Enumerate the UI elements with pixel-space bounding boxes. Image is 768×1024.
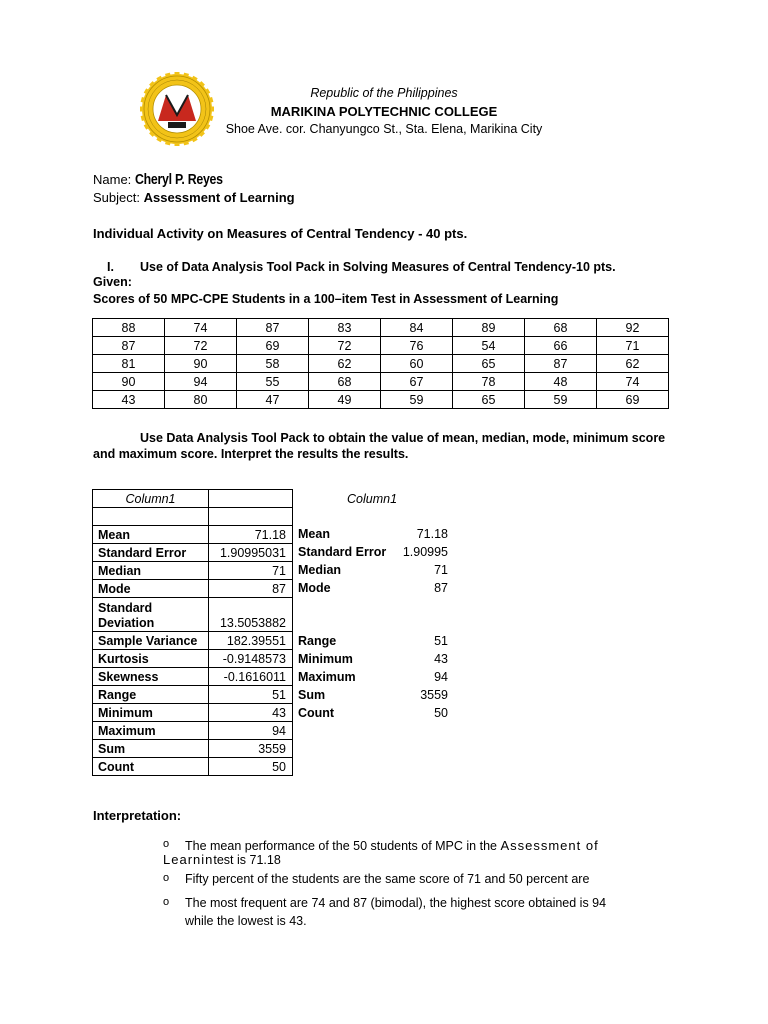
score-cell: 74 xyxy=(597,373,669,391)
interpretation-bullet-3-continuation: while the lowest is 43. xyxy=(185,914,307,928)
score-cell: 59 xyxy=(381,391,453,409)
stats-label: Median xyxy=(93,562,209,580)
stats-value: 3559 xyxy=(209,740,293,758)
score-cell: 60 xyxy=(381,355,453,373)
stats-label: Skewness xyxy=(93,668,209,686)
stats-row xyxy=(93,686,293,704)
summary-column-header: Column1 xyxy=(347,492,398,506)
score-cell: 48 xyxy=(525,373,597,391)
bullet-marker: o xyxy=(163,872,170,884)
score-cell: 65 xyxy=(453,355,525,373)
student-name: Cheryl P. Reyes xyxy=(134,172,223,188)
score-cell: 80 xyxy=(165,391,237,409)
stats-label: Range xyxy=(93,686,209,704)
summary-row xyxy=(298,688,448,706)
given-label: Given: xyxy=(93,275,132,289)
score-cell: 87 xyxy=(237,319,309,337)
summary-value: 94 xyxy=(434,670,448,684)
stats-empty-row xyxy=(93,508,293,526)
stats-label: Maximum xyxy=(93,722,209,740)
bullet-1-text: The mean performance of the 50 students of MPC in the xyxy=(185,839,501,853)
part-text: Use of Data Analysis Tool Pack in Solving Measures of Central Tendency-10 pts. xyxy=(140,260,616,274)
stats-row xyxy=(93,722,293,740)
header-address: Shoe Ave. cor. Chanyungco St., Sta. Elena, Marikina City xyxy=(225,122,543,136)
bullet-1-cont-text: test is 71.18 xyxy=(213,853,281,867)
empty-cell xyxy=(93,508,209,526)
score-cell: 65 xyxy=(453,391,525,409)
scores-row xyxy=(93,373,669,391)
stats-header-empty xyxy=(209,490,293,508)
summary-value: 1.90995 xyxy=(402,545,448,559)
stats-row xyxy=(93,740,293,758)
summary-value: 50 xyxy=(434,706,448,720)
subject-value: Assessment of Learning xyxy=(143,190,295,205)
score-cell: 78 xyxy=(453,373,525,391)
score-cell: 47 xyxy=(237,391,309,409)
summary-label: Mean xyxy=(298,527,330,541)
stats-value: -0.9148573 xyxy=(209,650,293,668)
score-cell: 69 xyxy=(237,337,309,355)
stats-header-row xyxy=(93,490,293,508)
scores-row xyxy=(93,355,669,373)
summary-label: Minimum xyxy=(298,652,353,666)
score-cell: 68 xyxy=(309,373,381,391)
score-cell: 87 xyxy=(93,337,165,355)
stats-label: Standard Deviation xyxy=(93,598,209,632)
score-cell: 72 xyxy=(309,337,381,355)
stats-label: Sum xyxy=(93,740,209,758)
stats-row xyxy=(93,704,293,722)
score-cell: 88 xyxy=(93,319,165,337)
bullet-marker: o xyxy=(163,896,170,908)
score-cell: 68 xyxy=(525,319,597,337)
bullet-1-styled-text: Assessment of xyxy=(500,838,599,853)
stats-row xyxy=(93,562,293,580)
bullet-2-text: Fifty percent of the students are the same score of 71 and 50 percent are xyxy=(185,872,590,886)
interpretation-title: Interpretation: xyxy=(93,808,182,823)
stats-value: 13.5053882 xyxy=(209,598,293,632)
summary-row xyxy=(298,652,448,670)
summary-label: Standard Error xyxy=(298,545,387,559)
stats-label: Sample Variance xyxy=(93,632,209,650)
stats-value: 87 xyxy=(209,580,293,598)
summary-row xyxy=(298,706,448,724)
stats-value: -0.1616011 xyxy=(209,668,293,686)
name-line xyxy=(93,172,238,188)
interpretation-bullet-1-continuation xyxy=(163,852,281,867)
score-cell: 59 xyxy=(525,391,597,409)
stats-label: Minimum xyxy=(93,704,209,722)
bullet-1-cont-styled: Learnin xyxy=(163,852,214,867)
score-cell: 72 xyxy=(165,337,237,355)
activity-title: Individual Activity on Measures of Central Tendency - 40 pts. xyxy=(93,226,468,241)
name-label: Name: xyxy=(93,172,135,187)
score-cell: 58 xyxy=(237,355,309,373)
stats-row xyxy=(93,544,293,562)
summary-row xyxy=(298,581,448,599)
stats-value: 50 xyxy=(209,758,293,776)
empty-cell xyxy=(209,508,293,526)
stats-label: Mode xyxy=(93,580,209,598)
stats-row xyxy=(93,668,293,686)
descriptive-statistics-table xyxy=(92,489,293,776)
stats-row xyxy=(93,758,293,776)
score-cell: 87 xyxy=(525,355,597,373)
stats-value: 94 xyxy=(209,722,293,740)
stats-row xyxy=(93,526,293,544)
stats-column-header: Column1 xyxy=(93,490,209,508)
stats-row xyxy=(93,632,293,650)
stats-label: Standard Error xyxy=(93,544,209,562)
part-number: I. xyxy=(107,260,114,274)
stats-row xyxy=(93,650,293,668)
instruction-body: Use Data Analysis Tool Pack to obtain the value of mean, median, mode, minimum score and maximum score. Interpret the results the results. xyxy=(93,431,666,461)
subject-label: Subject: xyxy=(93,190,144,205)
stats-label: Kurtosis xyxy=(93,650,209,668)
score-cell: 54 xyxy=(453,337,525,355)
summary-label: Count xyxy=(298,706,335,720)
stats-value: 71.18 xyxy=(209,526,293,544)
part-one-heading xyxy=(107,260,616,274)
instruction-text xyxy=(93,430,673,462)
score-cell: 66 xyxy=(525,337,597,355)
stats-row xyxy=(93,598,293,632)
stats-value: 1.90995031 xyxy=(209,544,293,562)
score-cell: 76 xyxy=(381,337,453,355)
scores-table xyxy=(92,318,669,409)
summary-label: Median xyxy=(298,563,342,577)
score-cell: 43 xyxy=(93,391,165,409)
score-cell: 81 xyxy=(93,355,165,373)
stats-value: 43 xyxy=(209,704,293,722)
stats-value: 182.39551 xyxy=(209,632,293,650)
scores-row xyxy=(93,319,669,337)
scores-row xyxy=(93,337,669,355)
college-seal-logo xyxy=(140,72,214,146)
stats-label: Count xyxy=(93,758,209,776)
summary-value: 43 xyxy=(434,652,448,666)
header-school-name: MARIKINA POLYTECHNIC COLLEGE xyxy=(270,104,498,119)
bullet-marker: o xyxy=(163,838,170,850)
score-cell: 90 xyxy=(165,355,237,373)
score-cell: 83 xyxy=(309,319,381,337)
stats-row xyxy=(93,580,293,598)
subject-line xyxy=(93,190,295,205)
score-cell: 90 xyxy=(93,373,165,391)
score-cell: 71 xyxy=(597,337,669,355)
summary-value: 87 xyxy=(434,581,448,595)
stats-value: 71 xyxy=(209,562,293,580)
scores-description: Scores of 50 MPC-CPE Students in a 100–item Test in Assessment of Learning xyxy=(93,292,559,306)
score-cell: 69 xyxy=(597,391,669,409)
score-cell: 89 xyxy=(453,319,525,337)
score-cell: 49 xyxy=(309,391,381,409)
score-cell: 55 xyxy=(237,373,309,391)
summary-value: 71.18 xyxy=(416,527,448,541)
summary-value: 71 xyxy=(434,563,448,577)
header-country: Republic of the Philippines xyxy=(310,86,458,100)
scores-row xyxy=(93,391,669,409)
score-cell: 84 xyxy=(381,319,453,337)
summary-row xyxy=(298,563,448,581)
summary-row xyxy=(298,634,448,652)
summary-row xyxy=(298,527,448,545)
bullet-3-text: The most frequent are 74 and 87 (bimodal), the highest score obtained is 94 xyxy=(185,896,607,910)
summary-label: Range xyxy=(298,634,337,648)
score-cell: 67 xyxy=(381,373,453,391)
summary-label: Mode xyxy=(298,581,331,595)
stats-value: 51 xyxy=(209,686,293,704)
score-cell: 62 xyxy=(309,355,381,373)
summary-row xyxy=(298,545,448,563)
score-cell: 92 xyxy=(597,319,669,337)
summary-value: 3559 xyxy=(420,688,448,702)
summary-row xyxy=(298,670,448,688)
score-cell: 62 xyxy=(597,355,669,373)
summary-label: Maximum xyxy=(298,670,356,684)
summary-label: Sum xyxy=(298,688,326,702)
score-cell: 94 xyxy=(165,373,237,391)
stats-label: Mean xyxy=(93,526,209,544)
summary-value: 51 xyxy=(434,634,448,648)
score-cell: 74 xyxy=(165,319,237,337)
